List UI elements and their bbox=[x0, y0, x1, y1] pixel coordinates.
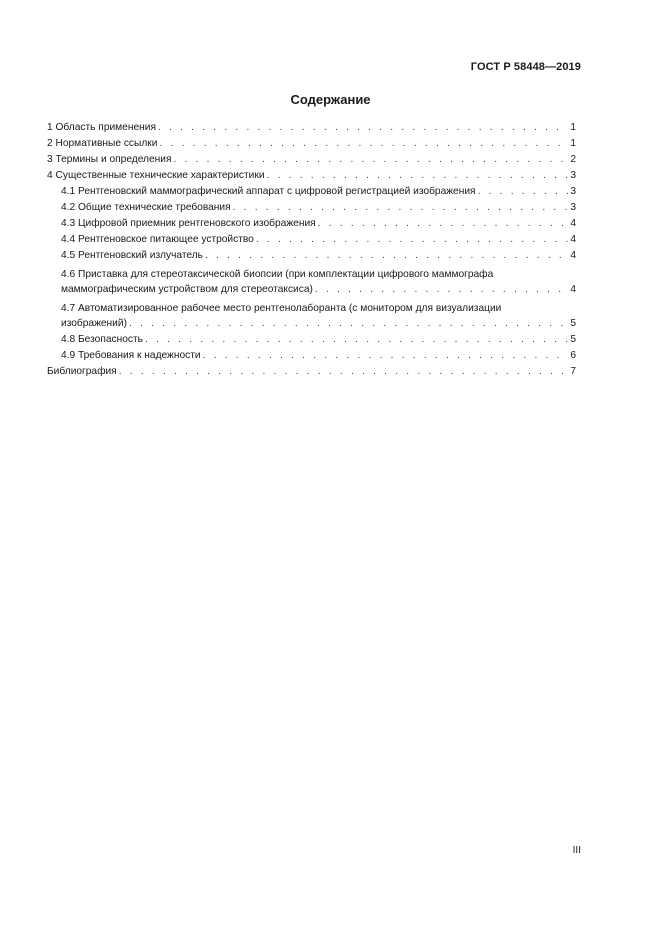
toc-entry-label: 3 Термины и определения bbox=[47, 154, 172, 165]
toc-page-number: 1 bbox=[570, 122, 576, 133]
toc-entry-4-4[interactable] bbox=[47, 232, 576, 248]
toc-entry-bibliography[interactable] bbox=[47, 364, 576, 380]
dot-leader bbox=[267, 168, 569, 184]
toc-page-number: 5 bbox=[570, 334, 576, 345]
toc-page-number: 1 bbox=[570, 138, 576, 149]
toc-page-number: 6 bbox=[570, 350, 576, 361]
dot-leader bbox=[119, 364, 569, 380]
dot-leader bbox=[159, 136, 568, 152]
dot-leader bbox=[158, 120, 568, 136]
toc-entry-label: Библиография bbox=[47, 366, 117, 377]
toc-entry-label-line2: изображений) bbox=[61, 318, 127, 329]
toc-entry-1[interactable] bbox=[47, 120, 576, 136]
toc-page-number: 2 bbox=[570, 154, 576, 165]
toc-page-number: 3 bbox=[570, 202, 576, 213]
toc-page-number: 4 bbox=[570, 234, 576, 245]
dot-leader bbox=[256, 232, 568, 248]
toc-entry-label: 4.8 Безопасность bbox=[61, 334, 143, 345]
toc-entry-4[interactable] bbox=[47, 168, 576, 184]
dot-leader bbox=[203, 348, 569, 364]
toc-entry-4-1[interactable] bbox=[47, 184, 576, 200]
dot-leader bbox=[173, 152, 568, 168]
toc-entry-label: 4.1 Рентгеновский маммографический аппарат с цифровой регистрацией изображения bbox=[61, 186, 476, 197]
toc-entry-label-line2: маммографическим устройством для стереотаксиса) bbox=[61, 284, 313, 295]
toc-entry-label: 1 Область применения bbox=[47, 122, 156, 133]
page-number: III bbox=[572, 845, 581, 856]
toc-entry-label: 4.2 Общие технические требования bbox=[61, 202, 231, 213]
toc-entry-label: 4.9 Требования к надежности bbox=[61, 350, 201, 361]
toc-entry-4-6[interactable] bbox=[47, 267, 576, 298]
toc-page-number: 3 bbox=[570, 186, 576, 197]
toc-page-number: 3 bbox=[570, 170, 576, 181]
toc-entry-label: 4.3 Цифровой приемник рентгеновского изображения bbox=[61, 218, 316, 229]
toc-entry-4-5[interactable] bbox=[47, 248, 576, 264]
toc-page-number: 5 bbox=[570, 318, 576, 329]
toc-entry-4-8[interactable] bbox=[47, 332, 576, 348]
table-of-contents bbox=[47, 120, 576, 380]
toc-title: Содержание bbox=[290, 92, 371, 107]
toc-entry-3[interactable] bbox=[47, 152, 576, 168]
dot-leader bbox=[318, 216, 569, 232]
dot-leader bbox=[129, 316, 568, 332]
toc-entry-label: 2 Нормативные ссылки bbox=[47, 138, 158, 149]
dot-leader bbox=[233, 200, 569, 216]
toc-entry-label: 4 Существенные технические характеристики bbox=[47, 170, 265, 181]
toc-entry-4-2[interactable] bbox=[47, 200, 576, 216]
standard-designation: ГОСТ Р 58448—2019 bbox=[470, 61, 581, 73]
toc-entry-4-3[interactable] bbox=[47, 216, 576, 232]
toc-entry-label: 4.5 Рентгеновский излучатель bbox=[61, 250, 203, 261]
toc-entry-label-line1: 4.7 Автоматизированное рабочее место рентгенолаборанта (с монитором для визуализации bbox=[61, 303, 502, 314]
dot-leader bbox=[145, 332, 568, 348]
toc-page-number: 4 bbox=[570, 250, 576, 261]
toc-entry-continuation bbox=[61, 282, 576, 298]
toc-page-number: 4 bbox=[570, 218, 576, 229]
toc-entry-2[interactable] bbox=[47, 136, 576, 152]
toc-entry-4-7[interactable] bbox=[47, 301, 576, 332]
dot-leader bbox=[315, 282, 568, 298]
dot-leader bbox=[478, 184, 569, 200]
toc-page-number: 4 bbox=[570, 284, 576, 295]
toc-entry-4-9[interactable] bbox=[47, 348, 576, 364]
toc-entry-label: 4.4 Рентгеновское питающее устройство bbox=[61, 234, 254, 245]
toc-entry-label-line1: 4.6 Приставка для стереотаксической биопсии (при комплектации цифрового маммографа bbox=[61, 269, 494, 280]
dot-leader bbox=[205, 248, 568, 264]
toc-entry-continuation bbox=[61, 316, 576, 332]
toc-page-number: 7 bbox=[570, 366, 576, 377]
